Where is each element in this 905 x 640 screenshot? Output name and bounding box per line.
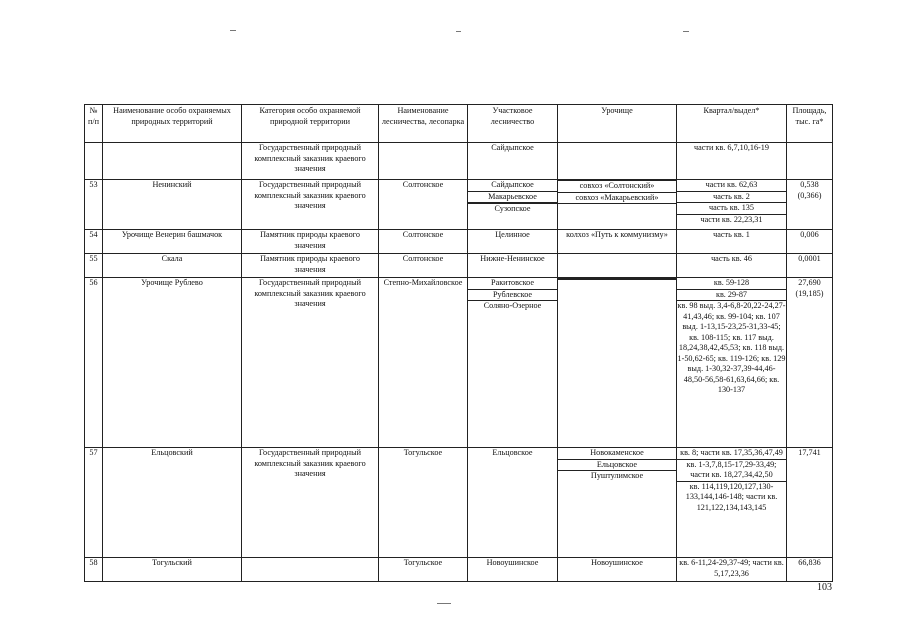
- tract-name-cell: [558, 558, 677, 582]
- header-category: Категория особо охраняемой природной территории: [242, 105, 379, 143]
- tract-name: совхоз «Солтонский»: [558, 181, 676, 193]
- page-number: 103: [817, 582, 832, 593]
- district-forestry-cell: [468, 143, 558, 180]
- row-number: [85, 143, 103, 180]
- quarter-plot: кв. 98 выд. 3,4-6,8-20,22-24,27-41,43,46; кв. 99-104; кв. 107 выд. 1-13,15-23,25-31,33-45; кв. 108-115; кв. 117 выд. 18,24,38,42,45,53; кв. 118 выд. 1-50,62-65; кв. 119-126; кв. 129 выд. 1-30,32-37,39-44,46-48,50-56,58-61,63,64,66; кв. 130-137: [677, 301, 786, 394]
- area-size: 17,741: [787, 448, 833, 558]
- tract-name: колхоз «Путь к коммунизму»: [566, 230, 668, 239]
- quarter-plot-cell: [677, 278, 787, 448]
- tract-name: Ельцовское: [558, 459, 676, 471]
- district-forestry: Ракитовское: [468, 278, 557, 289]
- tract-name-cell: [558, 230, 677, 254]
- forestry-name: Тогульское: [379, 558, 468, 582]
- district-forestry-cell: [468, 254, 558, 278]
- tract-name-cell: [558, 448, 677, 558]
- tract-name: [558, 204, 676, 205]
- protected-areas-table: [84, 104, 833, 582]
- row-number: 58: [85, 558, 103, 582]
- area-name: Тогульский: [103, 558, 242, 582]
- header-uchastok: Участковое лесничество: [468, 105, 558, 143]
- area-category: [242, 558, 379, 582]
- district-forestry: Ельцовское: [492, 448, 533, 457]
- quarter-plot-cell: [677, 254, 787, 278]
- area-name: Урочище Венерин башмачок: [103, 230, 242, 254]
- quarter-plot: части кв. 22,23,31: [700, 214, 763, 224]
- area-category: Государственный природный комплексный заказник краевого значения: [242, 180, 379, 230]
- scan-artifact: [456, 31, 461, 32]
- forestry-name: Солтонское: [379, 230, 468, 254]
- header-num: № п/п: [85, 105, 103, 143]
- scan-artifact: [683, 31, 689, 32]
- area-size: 0,0001: [787, 254, 833, 278]
- district-forestry: Нижне-Ненинское: [480, 254, 545, 263]
- quarter-plot: кв. 6-11,24-29,37-49; части кв. 5,17,23,36: [679, 558, 784, 578]
- forestry-name: Солтонское: [379, 180, 468, 230]
- tract-name-cell: [558, 254, 677, 278]
- header-kvartal: Квартал/выдел*: [677, 105, 787, 143]
- area-size: 0,006: [787, 230, 833, 254]
- area-name: Ненинский: [103, 180, 242, 230]
- area-name: Ельцовский: [103, 448, 242, 558]
- tract-name-cell: [558, 143, 677, 180]
- row-number: 56: [85, 278, 103, 448]
- quarter-plot-cell: [677, 180, 787, 230]
- district-forestry: Макарьевское: [468, 191, 557, 203]
- district-forestry-cell: [468, 448, 558, 558]
- row-number: 55: [85, 254, 103, 278]
- table-row: [85, 180, 833, 230]
- area-category: Государственный природный комплексный заказник краевого значения: [242, 448, 379, 558]
- quarter-plot: кв. 8; части кв. 17,35,36,47,49: [677, 448, 786, 459]
- tract-name: Новоушинское: [591, 558, 643, 567]
- table-header-row: [85, 105, 833, 143]
- tract-name: Пуштулимское: [590, 471, 644, 480]
- district-forestry: Сузопское: [494, 204, 531, 213]
- table-row: [85, 254, 833, 278]
- header-urochishe: Урочище: [558, 105, 677, 143]
- district-forestry: Сайдыпское: [468, 180, 557, 191]
- district-forestry: Новоушинское: [486, 558, 539, 567]
- row-number: 53: [85, 180, 103, 230]
- table-row: [85, 448, 833, 558]
- quarter-plot-cell: [677, 230, 787, 254]
- quarter-plot: части кв. 6,7,10,16-19: [694, 143, 769, 152]
- table-row: [85, 278, 833, 448]
- quarter-plot: кв. 1-3,7,8,15-17,29-33,49; части кв. 18,27,34,42,50: [677, 459, 786, 481]
- tract-name: [558, 280, 676, 281]
- tract-name-cell: [558, 278, 677, 448]
- table-row: [85, 143, 833, 180]
- header-leshoz: Наименование лесничества, лесопарка: [379, 105, 468, 143]
- area-size: 66,836: [787, 558, 833, 582]
- quarter-plot: часть кв. 135: [677, 203, 786, 215]
- quarter-plot-cell: [677, 558, 787, 582]
- quarter-plot: часть кв. 1: [713, 230, 750, 239]
- area-category: Государственный природный комплексный заказник краевого значения: [242, 278, 379, 448]
- district-forestry: Соляно-Озерное: [483, 301, 542, 310]
- forestry-name: Солтонское: [379, 254, 468, 278]
- quarter-plot-cell: [677, 448, 787, 558]
- district-forestry-cell: [468, 230, 558, 254]
- scan-artifact: [437, 603, 451, 604]
- quarter-plot: кв. 29-87: [677, 289, 786, 301]
- row-number: 57: [85, 448, 103, 558]
- area-category: Государственный природный комплексный заказник краевого значения: [242, 143, 379, 180]
- area-size: 27,690 (19,185): [787, 278, 833, 448]
- district-forestry: Целинное: [495, 230, 530, 239]
- quarter-plot: часть кв. 2: [677, 191, 786, 203]
- quarter-plot: кв. 114,119,120,127,130-133,144,146-148; части кв. 121,122,134,143,145: [685, 481, 778, 512]
- table-row: [85, 558, 833, 582]
- tract-name: Новокаменское: [558, 448, 676, 459]
- forestry-name: [379, 143, 468, 180]
- area-name: Урочище Рублево: [103, 278, 242, 448]
- district-forestry-cell: [468, 180, 558, 230]
- table-row: [85, 230, 833, 254]
- quarter-plot: части кв. 62,63: [677, 180, 786, 191]
- area-category: Памятник природы краевого значения: [242, 230, 379, 254]
- quarter-plot-cell: [677, 143, 787, 180]
- tract-name: совхоз «Макарьевский»: [558, 192, 676, 204]
- district-forestry-cell: [468, 278, 558, 448]
- area-size: 0,538 (0,366): [787, 180, 833, 230]
- scan-artifact: [230, 30, 236, 31]
- row-number: 54: [85, 230, 103, 254]
- forestry-name: Степно-Михайловское: [379, 278, 468, 448]
- forestry-name: Тогульское: [379, 448, 468, 558]
- header-name: Наименование особо охраняемых природных территорий: [103, 105, 242, 143]
- area-name: Скала: [103, 254, 242, 278]
- district-forestry-cell: [468, 558, 558, 582]
- area-size: [787, 143, 833, 180]
- quarter-plot: часть кв. 46: [711, 254, 752, 263]
- quarter-plot: кв. 59-128: [677, 278, 786, 289]
- district-forestry: Рублевское: [468, 289, 557, 301]
- tract-name-cell: [558, 180, 677, 230]
- area-name: [103, 143, 242, 180]
- area-category: Памятник природы краевого значения: [242, 254, 379, 278]
- header-area: Площадь, тыс. га*: [787, 105, 833, 143]
- district-forestry: Сайдыпское: [491, 143, 534, 152]
